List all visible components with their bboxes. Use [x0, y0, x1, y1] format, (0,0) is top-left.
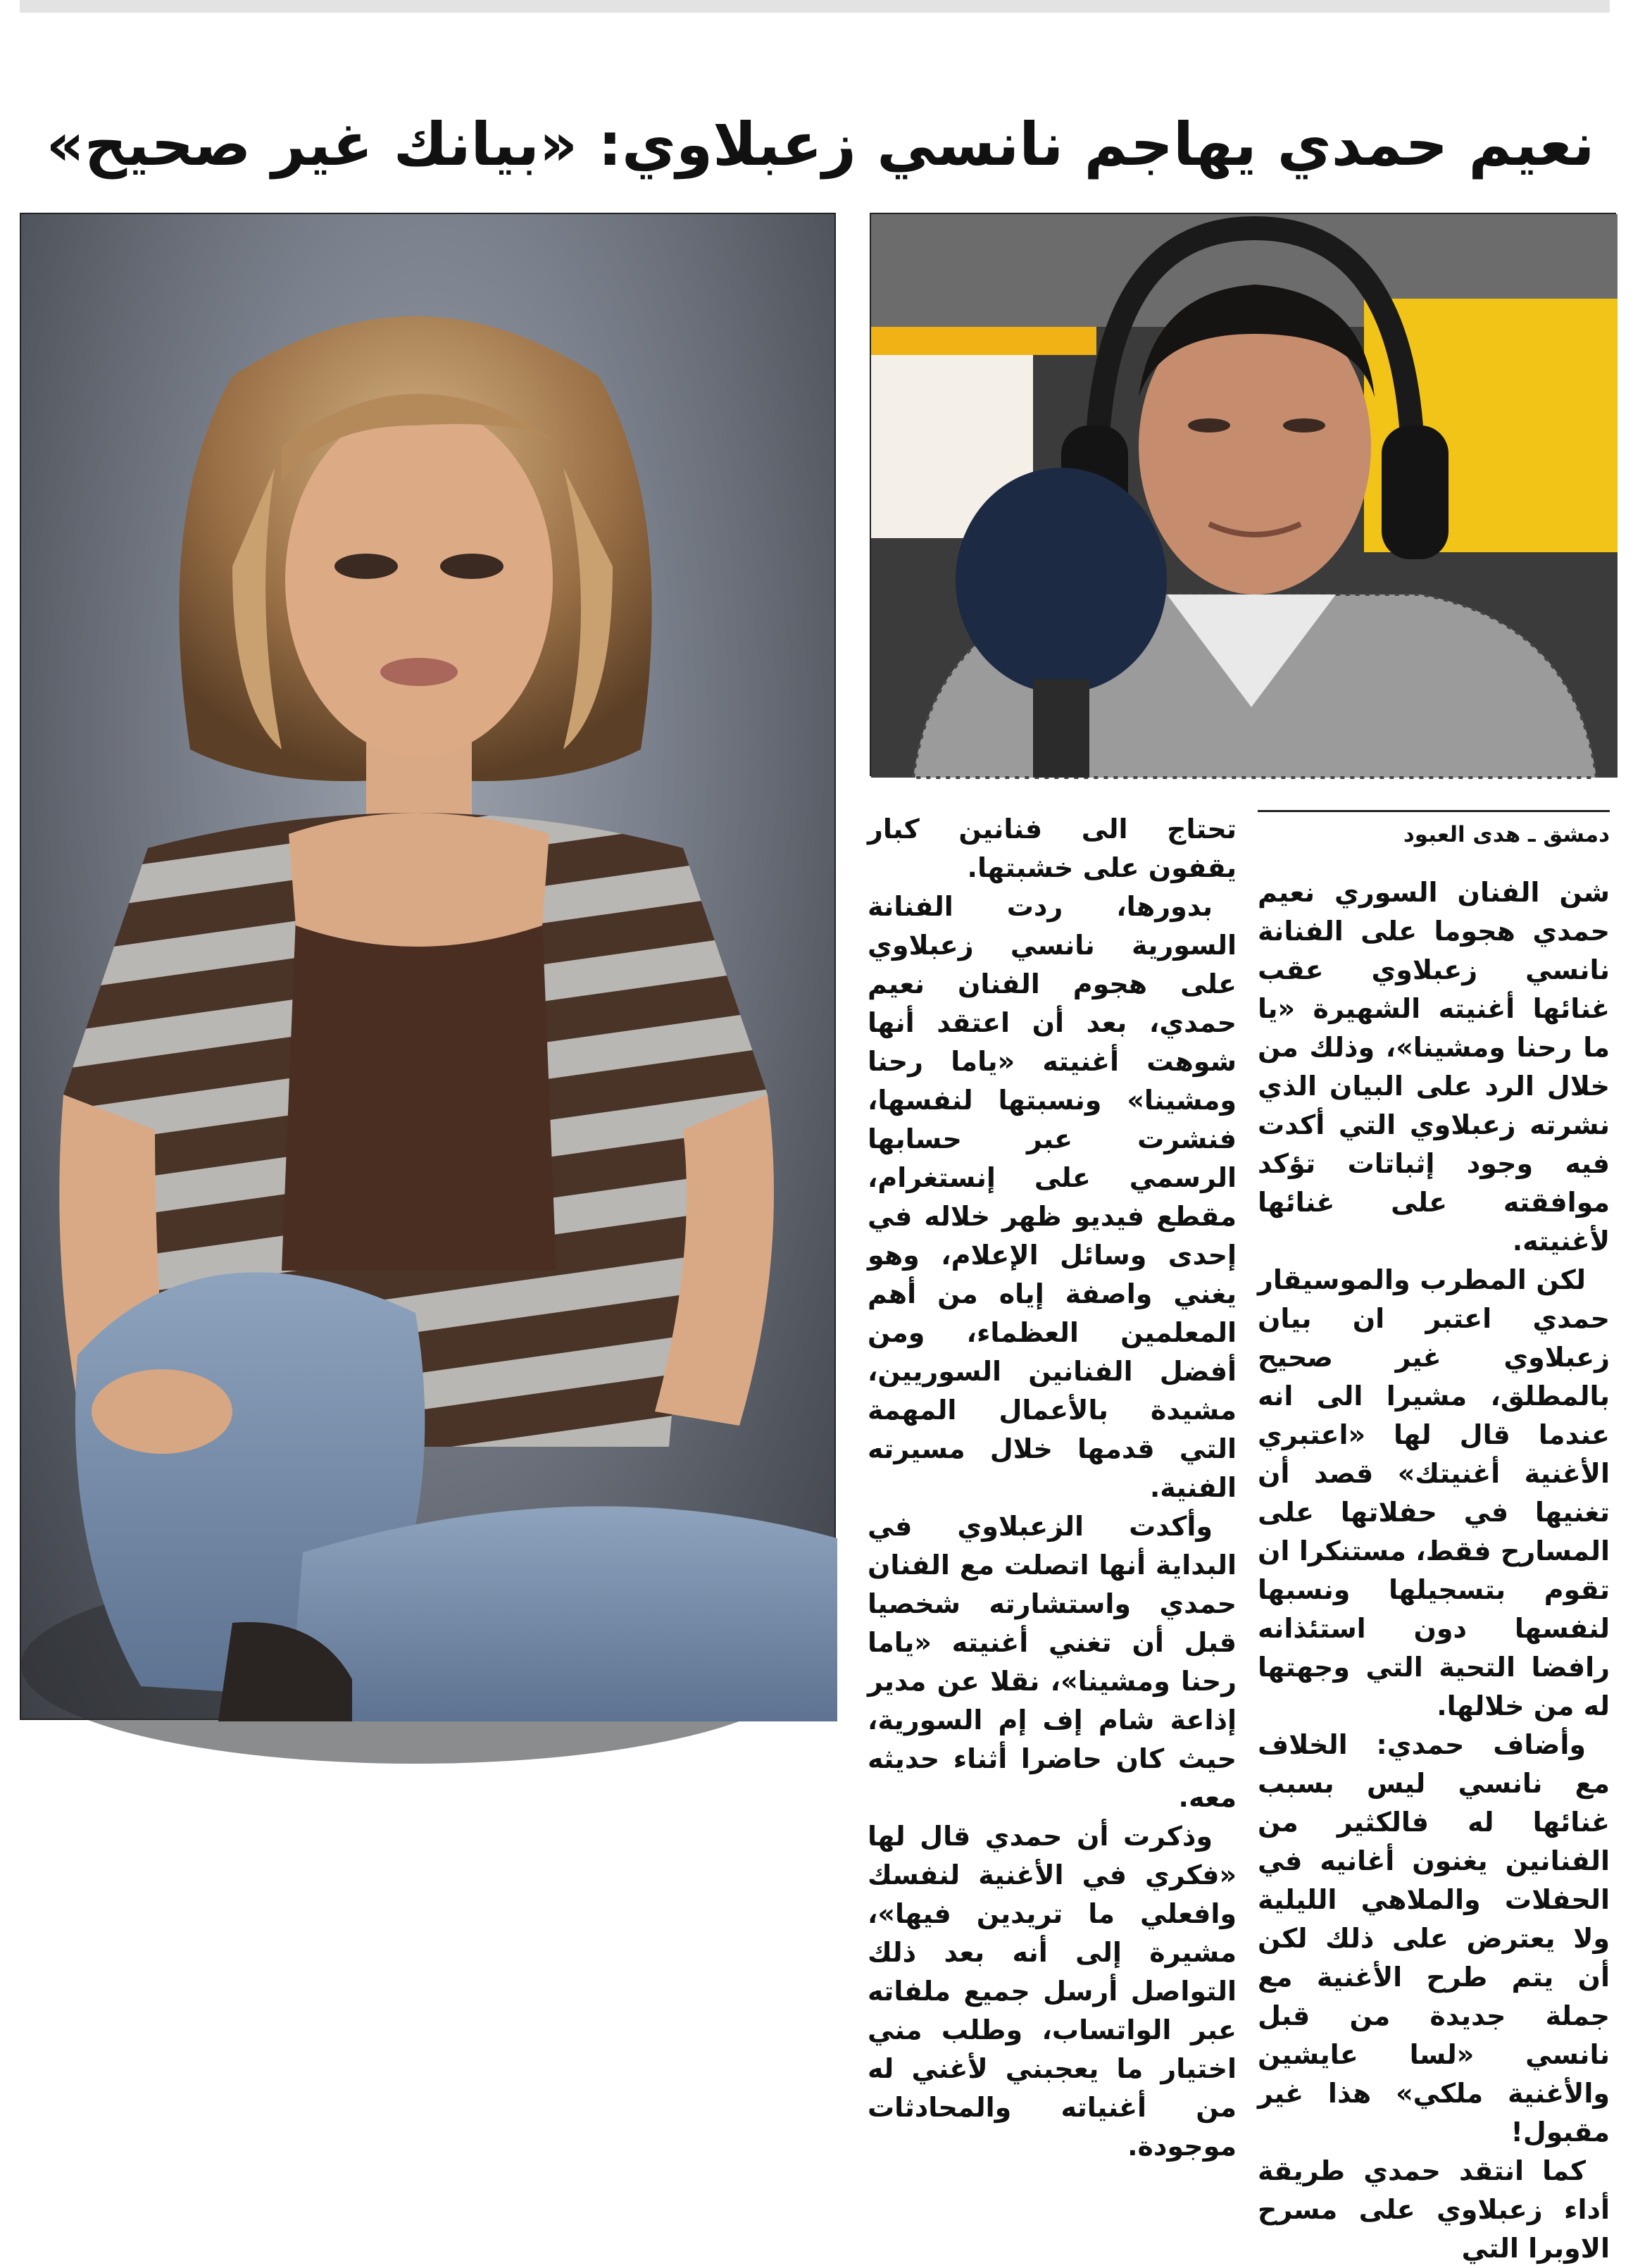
- paragraph: وذكرت أن حمدي قال لها «فكري في الأغنية لنفسك وافعلي ما تريدين فيها»، مشيرة إلى أنه بعد ذلك التواصل أرسل جميع ملفاته عبر الواتساب، وطلب مني اختيار ما يعجبني لأغني له من أغنياته والمحادثات موجودة.: [868, 1821, 1237, 2162]
- byline-rule: [1258, 810, 1610, 812]
- paragraph: بدورها، ردت الفنانة السورية نانسي زعبلاوي على هجوم الفنان نعيم حمدي، بعد أن اعتقد أنها شوهت أغنيته «ياما رحنا ومشينا» ونسبتها لنفسها، فنشرت عبر حسابها الرسمي على إنستغرام، مقطع فيديو ظهر خلاله في إحدى وسائل الإعلام، وهو يغني واصفة إياه من أهم المعلمين العظماء، ومن أفضل الفنانين السوريين، مشيدة بالأعمال المهمة التي قدمها خلال مسيرته الفنية.: [868, 891, 1237, 1503]
- paragraph: وأضاف حمدي: الخلاف مع نانسي ليس بسبب غنائها له فالكثير من الفنانين يغنون أغانيه في الحفلات والملاهي الليلية ولا يعترض على ذلك لكن أن يتم طرح الأغنية مع جملة جديدة من قبل نانسي «لسا عايشين والأغنية ملكي» هذا غير مقبول!: [1258, 1729, 1610, 2148]
- paragraph: تحتاج الى فنانين كبار يقفون على خشبتها.: [868, 814, 1237, 883]
- paragraph: وأكدت الزعبلاوي في البداية أنها اتصلت مع الفنان حمدي واستشارته شخصيا قبل أن تغني أغنيته «ياما رحنا ومشينا»، نقلا عن مدير إذاعة شام إف إم السورية، حيث كان حاضرا أثناء حديثه معه.: [868, 1511, 1237, 1813]
- photo-man: [870, 213, 1616, 776]
- byline: دمشق ـ هدى العبود: [1403, 822, 1610, 847]
- woman-figure: [21, 214, 837, 1721]
- paragraph: كما انتقد حمدي طريقة أداء زعبلاوي على مسرح الاوبرا التي: [1258, 2155, 1610, 2264]
- headline: نعيم حمدي يهاجم نانسي زعبلاوي: «بيانك غير صحيح»: [46, 110, 1595, 179]
- article-column-right: [1258, 873, 1610, 2264]
- paragraph: لكن المطرب والموسيقار حمدي اعتبر ان بيان زعبلاوي غير صحيح بالمطلق، مشيرا الى انه عندما قال لها «اعتبري الأغنية أغنيتك» قصد أن تغنيها في حفلاتها على المسارح فقط، مستنكرا ان تقوم بتسجيلها ونسبها لنفسها دون استئذانه رافضا التحية التي وجهتها له من خلالها.: [1258, 1264, 1610, 1721]
- paragraph: شن الفنان السوري نعيم حمدي هجوما على الفنانة نانسي زعبلاوي عقب غنائها أغنيته الشهيرة «يا ما رحنا ومشينا»، وذلك من خلال الرد على البيان الذي نشرته زعبلاوي التي أكدت فيه وجود إثباتات تؤكد موافقته على غنائها لأغنيته.: [1258, 877, 1610, 1257]
- top-bar: [20, 0, 1610, 13]
- article-column-left: [868, 810, 1237, 2162]
- photo-woman: [20, 213, 836, 1720]
- man-figure: [871, 214, 1618, 778]
